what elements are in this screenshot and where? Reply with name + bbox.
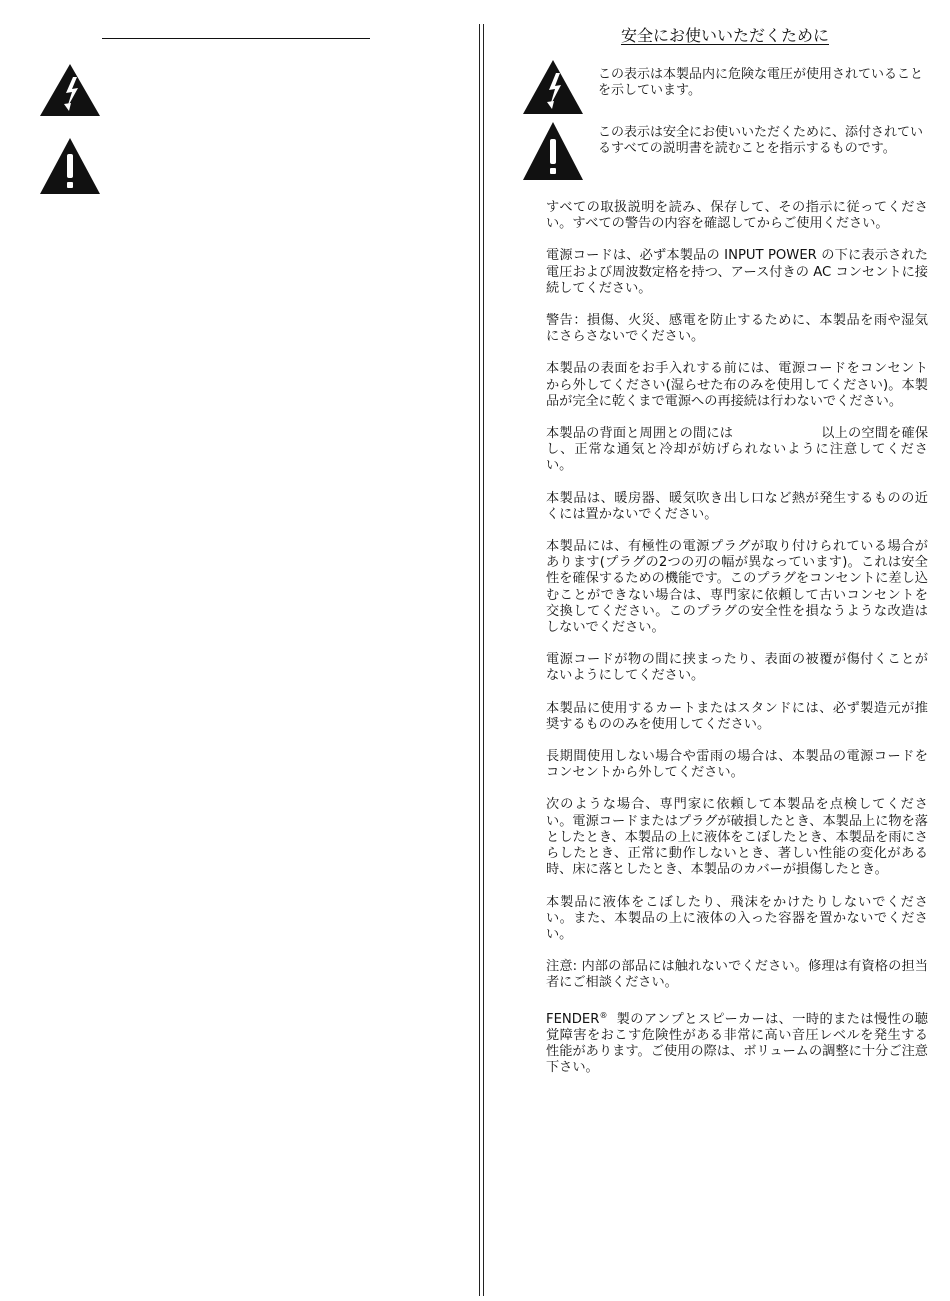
voltage-warning-text: この表示は本製品内に危険な電圧が使用されていることを示しています。 bbox=[598, 67, 924, 98]
instruction-unplug: 長期間使用しない場合や雷雨の場合は、本製品の電源コードをコンセントから外してください。 bbox=[546, 749, 928, 781]
instruction-liquids: 本製品に液体をこぼしたり、飛沫をかけたりしないでください。また、本製品の上に液体の入った容器を置かないでください。 bbox=[546, 894, 928, 942]
fender-brand: FENDER bbox=[546, 1011, 600, 1027]
exclamation-warning-icon bbox=[521, 120, 585, 182]
instruction-cleaning: 本製品の表面をお手入れする前には、電源コードをコンセントから外してください(湿らせた布のみを使用してください)。本製品が完全に乾くまで電源への再接続は行わないでください。 bbox=[546, 361, 928, 409]
page-title: 安全にお使いいただくために bbox=[620, 26, 829, 45]
ventilation-text-end: 以上の空間を確保し、正常な通気と冷却が妨げられないように注意してください。 bbox=[546, 426, 929, 474]
instruction-ventilation bbox=[546, 426, 928, 475]
column-divider bbox=[479, 24, 484, 1296]
manual-warning-text: この表示は安全にお使いいただくために、添付されているすべての説明書を読むことを指示するものです。 bbox=[598, 125, 924, 156]
left-title-rule bbox=[102, 38, 370, 39]
instruction-cord-protection: 電源コードが物の間に挟まったり、表面の被覆が傷付くことがないようにしてください。 bbox=[546, 652, 928, 684]
instruction-power-cord: 電源コードは、必ず本製品の INPUT POWER の下に表示された電圧および周波数定格を持つ、アース付きの AC コンセントに接続してください。 bbox=[546, 248, 928, 296]
safety-instructions bbox=[546, 200, 928, 1092]
ventilation-text-start: 本製品の背面と周囲との間には bbox=[546, 426, 734, 442]
instruction-rain-warning: 警告：損傷、火災、感電を防止するために、本製品を雨や湿気にさらさないでください。 bbox=[546, 313, 928, 345]
exclamation-warning-icon bbox=[38, 136, 102, 196]
lightning-warning-icon bbox=[521, 58, 585, 116]
hearing-warning-text: 製のアンプとスピーカーは、一時的または慢性の聴覚障害をおこす危険性がある非常に高い音圧レベルを発生する性能があります。ご使用の際は、ボリュームの調整に十分ご注意下さい。 bbox=[546, 1011, 928, 1076]
instruction-read-manuals: すべての取扱説明を読み、保存して、その指示に従ってください。すべての警告の内容を確認してからご使用ください。 bbox=[546, 200, 928, 232]
instruction-cart-stand: 本製品に使用するカートまたはスタンドには、必ず製造元が推奨するもののみを使用してください。 bbox=[546, 700, 928, 732]
instruction-polarized-plug: 本製品には、有極性の電源プラグが取り付けられている場合があります(プラグの2つの刃の幅が異なっています)。これは安全性を確保するための機能です。このプラグをコンセントに差し込むことができない場合は、専門家に依頼して古いコンセントを交換してください。このプラグの安全性を損なうような改造はしないでください。 bbox=[546, 539, 928, 636]
registered-mark: ® bbox=[599, 1010, 608, 1020]
lightning-warning-icon bbox=[38, 62, 102, 118]
instruction-servicing: 次のような場合、専門家に依頼して本製品を点検してください。電源コードまたはプラグが破損したとき、本製品上に物を落としたとき、本製品の上に液体をこぼしたとき、本製品を雨にさらしたとき、正常に動作しないとき、著しい性能の変化がある時、床に落としたとき、本製品のカバーが損傷したとき。 bbox=[546, 797, 928, 878]
instruction-heat-sources: 本製品は、暖房器、暖気吹き出し口など熱が発生するものの近くには置かないでください。 bbox=[546, 490, 928, 522]
instruction-hearing-warning bbox=[546, 1008, 928, 1077]
instruction-caution-parts: 注意: 内部の部品には触れないでください。修理は有資格の担当者にご相談ください。 bbox=[546, 959, 928, 991]
